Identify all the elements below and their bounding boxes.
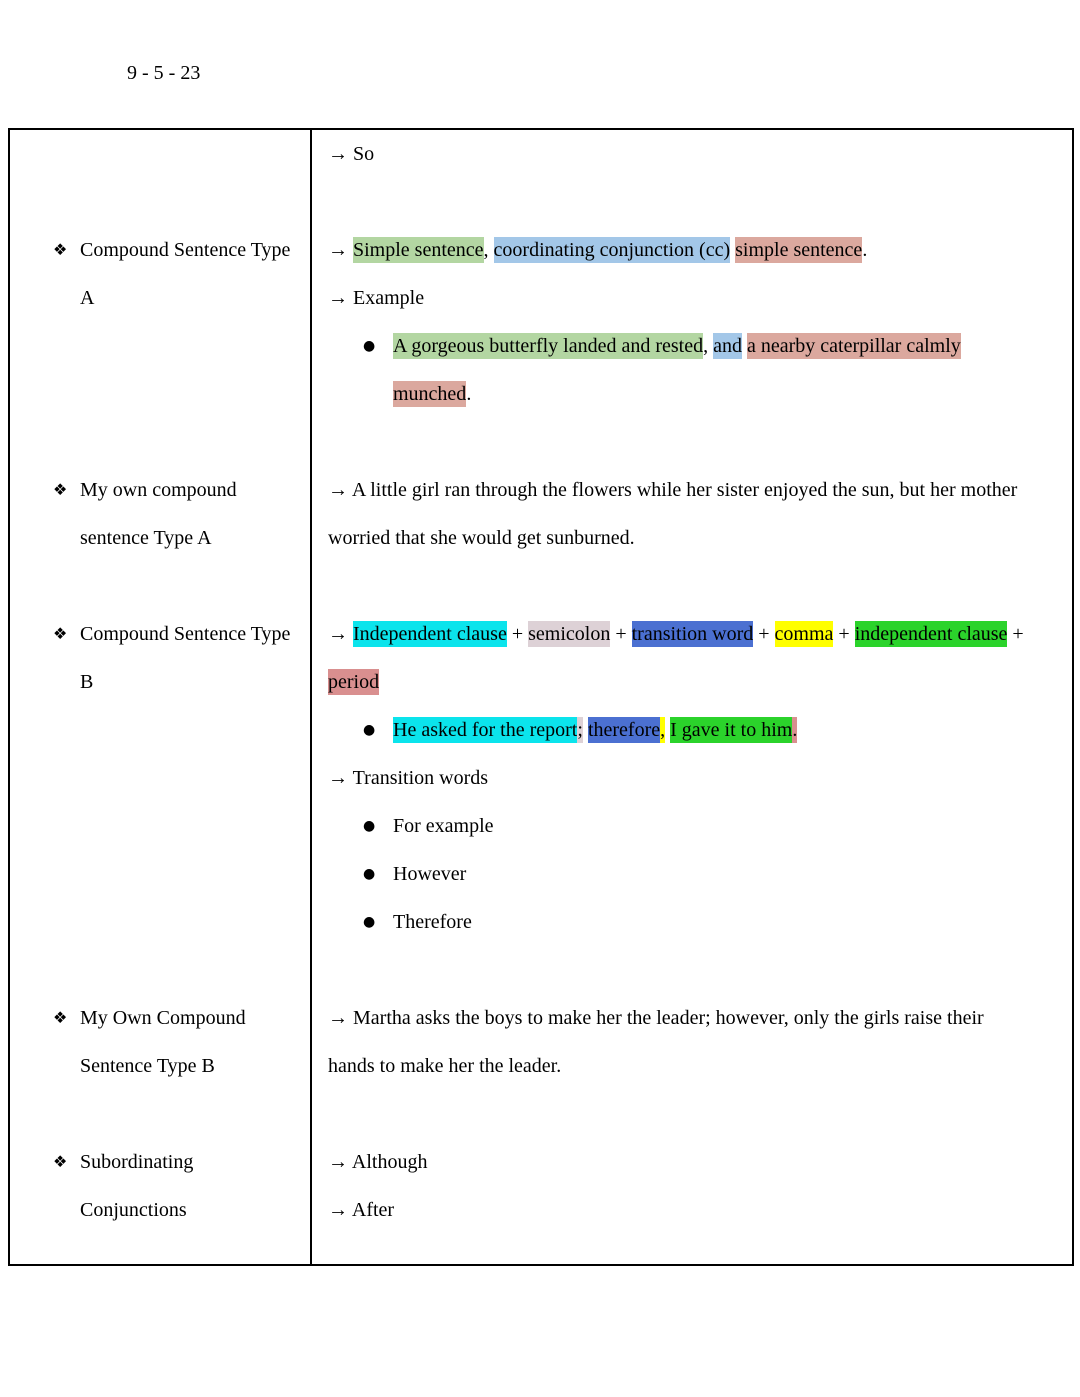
topic-line: Sentence Type B	[80, 1055, 215, 1077]
bullet-dot-icon: ●	[363, 866, 376, 882]
plain-text: .	[466, 383, 472, 405]
bullet-dot-icon: ●	[363, 722, 376, 738]
note-arrow-item	[312, 754, 1072, 802]
plain-text: However	[393, 863, 467, 885]
plain-text: →	[328, 623, 353, 645]
topic-item	[10, 610, 310, 706]
note-bullet-item	[312, 850, 1072, 898]
diamond-bullet-icon: ❖	[53, 240, 68, 259]
highlighted-text: transition word	[631, 623, 754, 645]
plain-text: → Although	[328, 1151, 428, 1173]
topic-line: sentence Type A	[80, 527, 212, 549]
diamond-bullet-icon: ❖	[53, 1008, 68, 1027]
note-arrow-item	[312, 610, 1072, 706]
highlighted-text: simple sentence	[735, 239, 863, 261]
bullet-dot-icon: ●	[363, 818, 376, 834]
topic-line: Compound Sentence Type	[80, 239, 291, 261]
plain-text: +	[753, 623, 775, 645]
plain-text: Therefore	[393, 911, 472, 933]
highlighted-text: ,	[660, 719, 666, 741]
note-bullet-item	[312, 898, 1072, 946]
plain-text: +	[506, 623, 529, 645]
topic-line: My own compound	[80, 479, 237, 501]
plain-text: ,	[703, 335, 714, 357]
highlighted-text: ;	[577, 719, 583, 741]
notes-table	[8, 128, 1074, 1266]
highlighted-text: A gorgeous butterfly landed and rested	[393, 335, 704, 357]
date-heading: 9 - 5 - 23	[127, 62, 201, 84]
note-arrow-item	[312, 274, 1072, 322]
bullet-dot-icon: ●	[363, 338, 376, 354]
note-arrow-item	[312, 466, 1072, 562]
plain-text: +	[833, 623, 855, 645]
topic-line: Compound Sentence Type	[80, 623, 291, 645]
bullet-dot-icon: ●	[363, 914, 376, 930]
plain-text: → Transition words	[328, 767, 489, 789]
highlighted-text: coordinating conjunction (cc)	[493, 239, 731, 261]
highlighted-text: and	[713, 335, 742, 357]
plain-text: → Martha asks the boys to make her the leader; however, only the girls raise their	[328, 1007, 984, 1029]
plain-text: +	[1007, 623, 1024, 645]
highlighted-text: independent clause	[854, 623, 1008, 645]
diamond-bullet-icon: ❖	[53, 480, 68, 499]
highlighted-text: semicolon	[528, 623, 611, 645]
note-arrow-item	[312, 1186, 1072, 1234]
right-column	[312, 130, 1072, 1264]
highlighted-text: munched	[393, 383, 467, 405]
highlighted-text: Simple sentence	[353, 239, 484, 261]
topic-line: A	[80, 287, 95, 309]
note-bullet-item	[312, 706, 1072, 754]
plain-text: → So	[328, 143, 375, 165]
highlighted-text: .	[792, 719, 798, 741]
topic-item	[10, 226, 310, 322]
topic-item	[10, 466, 310, 562]
note-arrow-item	[312, 130, 1072, 178]
topic-item	[10, 1138, 310, 1234]
plain-text: → Example	[328, 287, 425, 309]
topic-line: B	[80, 671, 94, 693]
highlighted-text: period	[328, 671, 380, 693]
diamond-bullet-icon: ❖	[53, 1152, 68, 1171]
plain-text: →	[328, 239, 353, 261]
highlighted-text: Independent clause	[353, 623, 507, 645]
note-arrow-item	[312, 226, 1072, 274]
highlighted-text: comma	[774, 623, 834, 645]
plain-text: +	[610, 623, 632, 645]
plain-text: .	[862, 239, 868, 261]
note-bullet-item	[312, 802, 1072, 850]
diamond-bullet-icon: ❖	[53, 624, 68, 643]
highlighted-text: I gave it to him	[670, 719, 793, 741]
plain-text: For example	[393, 815, 494, 837]
left-column	[10, 130, 310, 1264]
topic-line: My Own Compound	[80, 1007, 246, 1029]
plain-text: → After	[328, 1199, 395, 1221]
note-arrow-item	[312, 994, 1072, 1090]
highlighted-text: He asked for the report	[393, 719, 578, 741]
topic-item	[10, 994, 310, 1090]
note-arrow-item	[312, 1138, 1072, 1186]
plain-text: worried that she would get sunburned.	[328, 527, 635, 549]
plain-text: hands to make her the leader.	[328, 1055, 562, 1077]
plain-text: ,	[483, 239, 494, 261]
plain-text: → A little girl ran through the flowers while her sister enjoyed the sun, but her mother	[328, 479, 1018, 501]
topic-line: Subordinating	[80, 1151, 194, 1173]
highlighted-text: a nearby caterpillar calmly	[747, 335, 961, 357]
topic-line: Conjunctions	[80, 1199, 187, 1221]
highlighted-text: therefore	[587, 719, 661, 741]
note-bullet-item	[312, 322, 1072, 418]
